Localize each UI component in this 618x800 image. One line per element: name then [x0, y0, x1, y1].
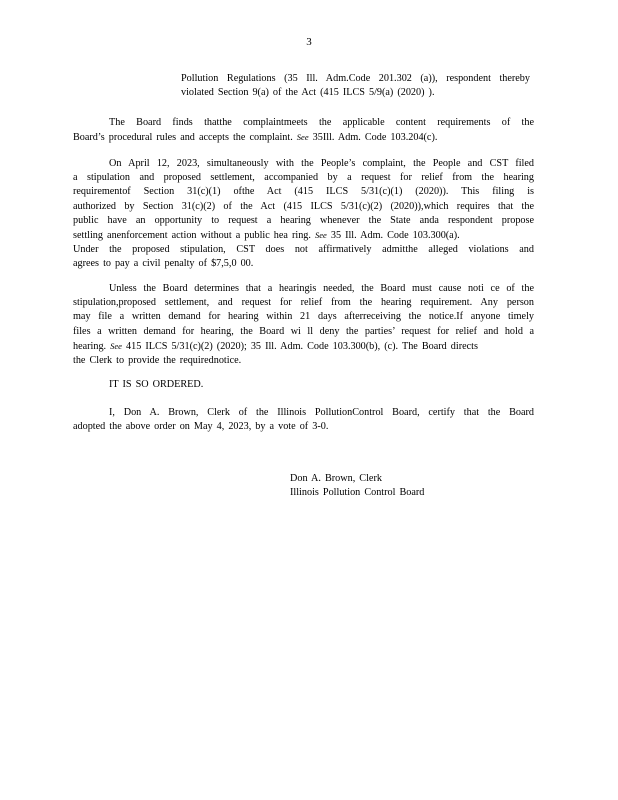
text-line: authorized by Section 31(c)(2) of the Act (415 ILCS 5/31(c)(2) (2020)),which requires that the	[73, 200, 534, 212]
signature-org: Illinois Pollution Control Board	[290, 487, 425, 499]
text-segment: hearing.	[73, 340, 107, 352]
page-number: 3	[306, 36, 312, 48]
text-line: stipulation,proposed settlement, and request for relief from the hearing requirement. Any person	[73, 297, 534, 309]
text-line: a stipulation and proposed settlement, accompanied by a request for relief from the hearing	[73, 172, 534, 184]
hearing-paragraph	[73, 282, 534, 368]
see-signal: See	[110, 340, 122, 351]
text-segment: settling anenforcement action without a public hea ring.	[73, 230, 311, 242]
signature-block	[290, 472, 490, 500]
text-line: the Clerk to provide the requirednotice.	[73, 355, 242, 367]
text-segment: 415 ILCS 5/31(c)(2) (2020); 35 Ill. Adm. Code 103.300(b), (c). The Board directs	[126, 340, 478, 352]
text-line: On April 12, 2023, simultaneously with the People’s complaint, the People and CST filed	[109, 158, 534, 169]
certification-paragraph	[73, 406, 534, 434]
see-signal: See	[315, 230, 327, 241]
signature-name: Don A. Brown, Clerk	[290, 473, 382, 484]
see-signal: See	[296, 132, 309, 143]
text-line	[73, 130, 534, 145]
text-segment: Board’s procedural rules and accepts the complaint.	[73, 132, 293, 144]
text-line: may file a written demand for hearing within 21 days afterreceiving the notice.If anyone timely	[73, 311, 534, 323]
text-line	[73, 339, 534, 354]
continuation-paragraph	[181, 72, 530, 100]
text-segment: 35Ill. Adm. Code 103.204(c).	[312, 132, 438, 144]
stipulation-paragraph	[73, 157, 534, 272]
text-line: public have an opportunity to request a hearing whenever the State anda respondent propose	[73, 214, 534, 226]
text-line: files a written demand for hearing, the Board wi ll deny the parties’ request for relief and hold a	[73, 325, 534, 337]
text-segment: 35 Ill. Adm. Code 103.300(a).	[330, 230, 460, 242]
finding-paragraph	[73, 116, 534, 145]
text-line	[73, 228, 534, 243]
text-line: violated Section 9(a) of the Act (415 ILCS 5/9(a) (2020) ).	[181, 87, 435, 99]
text-line: requirementof Section 31(c)(1) ofthe Act (415 ILCS 5/31(c)(1) (2020)). This filing is	[73, 186, 534, 198]
text-line: I, Don A. Brown, Clerk of the Illinois PollutionControl Board, certify that the Board	[109, 407, 534, 418]
text-line: adopted the above order on May 4, 2023, by a vote of 3-0.	[73, 421, 329, 433]
text-line: The Board finds thatthe complaintmeets the applicable content requirements of the	[109, 117, 534, 128]
so-ordered-line: IT IS SO ORDERED.	[109, 379, 204, 390]
text-line: Unless the Board determines that a hearingis needed, the Board must cause noti ce of the	[109, 283, 534, 294]
text-line: Under the proposed stipulation, CST does not affirmatively admitthe alleged violations and	[73, 244, 534, 256]
text-line: agrees to pay a civil penalty of $7,5,0 00.	[73, 258, 254, 270]
text-line: Pollution Regulations (35 Ill. Adm.Code 201.302 (a)), respondent thereby	[181, 73, 530, 84]
